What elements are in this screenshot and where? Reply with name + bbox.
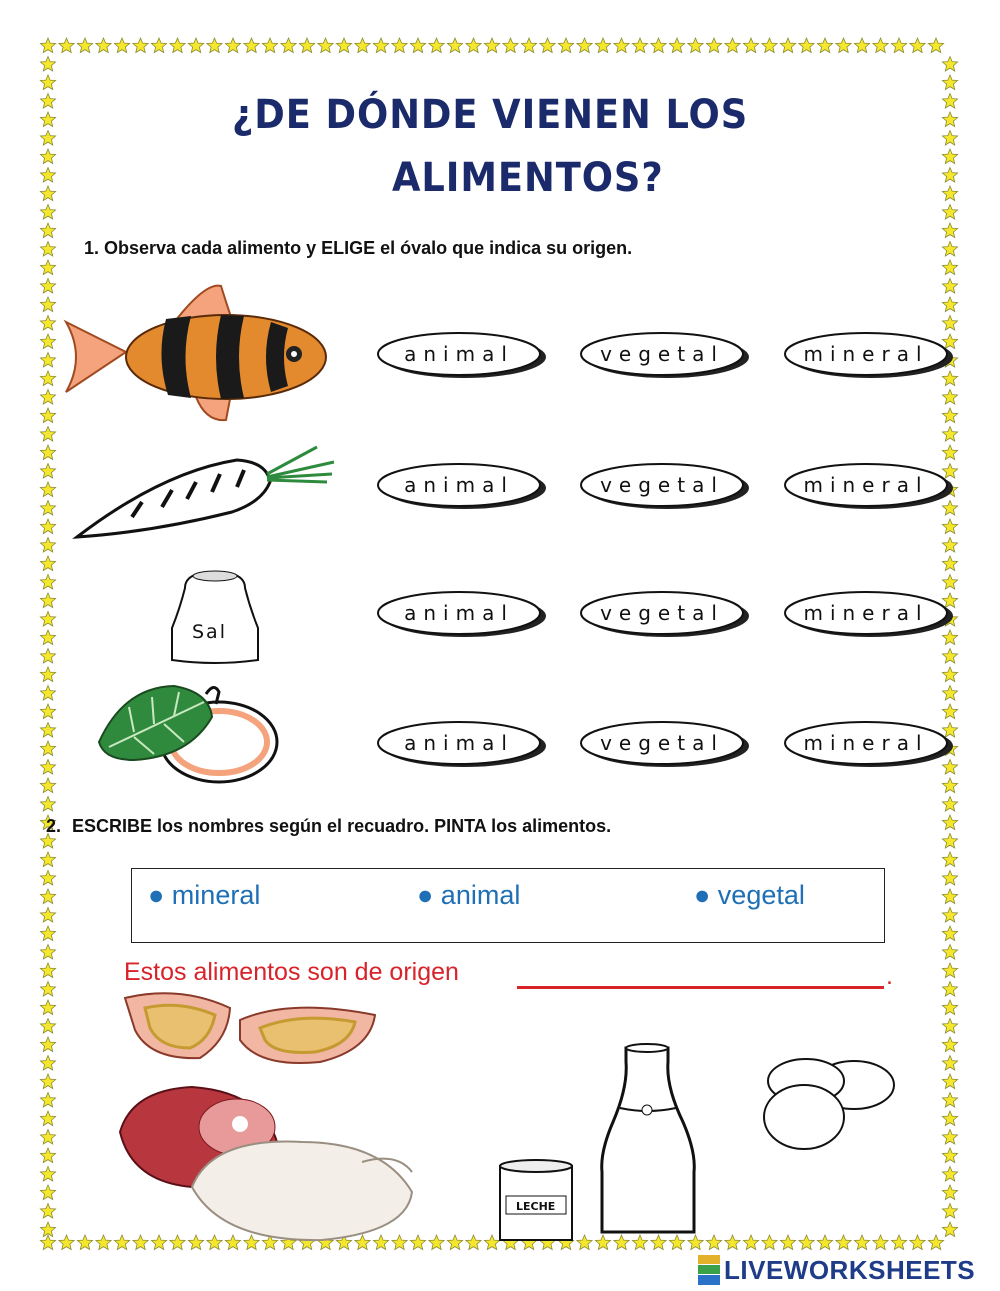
border-star	[854, 1235, 869, 1250]
border-star	[40, 390, 55, 405]
border-star	[373, 38, 388, 53]
border-star	[40, 704, 55, 719]
border-star	[942, 1111, 957, 1126]
border-star	[40, 186, 55, 201]
border-star	[40, 1204, 55, 1219]
word-box-mineral: ● mineral	[148, 880, 261, 910]
border-star	[466, 1235, 481, 1250]
option-label: animal	[404, 601, 514, 625]
border-star	[262, 38, 277, 53]
border-star	[558, 38, 573, 53]
milk-can-image	[496, 1158, 576, 1242]
border-star	[336, 38, 351, 53]
border-star	[503, 38, 518, 53]
border-star	[96, 38, 111, 53]
border-star	[40, 723, 55, 738]
border-star	[40, 168, 55, 183]
milk-can-label: LECHE	[516, 1200, 556, 1213]
border-star	[540, 38, 555, 53]
border-star	[40, 575, 55, 590]
option-label: vegetal	[600, 601, 724, 625]
border-star	[59, 38, 74, 53]
border-star	[762, 38, 777, 53]
border-star	[40, 112, 55, 127]
border-star	[942, 945, 957, 960]
border-star	[942, 1056, 957, 1071]
border-star	[942, 390, 957, 405]
border-star	[40, 260, 55, 275]
border-star	[40, 223, 55, 238]
border-star	[40, 852, 55, 867]
milk-bottle-image	[598, 1042, 698, 1238]
border-star	[40, 75, 55, 90]
origin-answer-blank[interactable]	[517, 986, 884, 989]
border-star	[942, 1019, 957, 1034]
border-star	[151, 38, 166, 53]
border-star	[669, 38, 684, 53]
border-star	[942, 797, 957, 812]
option-label: mineral	[803, 731, 929, 755]
border-star	[942, 778, 957, 793]
border-star	[632, 38, 647, 53]
border-star	[942, 538, 957, 553]
border-star	[521, 38, 536, 53]
border-star	[40, 593, 55, 608]
liveworksheets-text: LIVEWORKSHEETS	[724, 1254, 976, 1285]
border-star	[40, 334, 55, 349]
border-star	[40, 556, 55, 571]
border-star	[942, 260, 957, 275]
border-star	[40, 889, 55, 904]
border-star	[96, 1235, 111, 1250]
border-star	[429, 1235, 444, 1250]
border-star	[942, 889, 957, 904]
border-star	[942, 1185, 957, 1200]
border-star	[942, 427, 957, 442]
border-star	[799, 38, 814, 53]
border-star	[40, 741, 55, 756]
border-star	[40, 297, 55, 312]
steaks-image	[120, 990, 385, 1070]
border-star	[40, 519, 55, 534]
border-star	[40, 1000, 55, 1015]
option-mineral-row-1[interactable]	[783, 331, 955, 381]
border-star	[942, 75, 957, 90]
border-star	[447, 38, 462, 53]
border-star	[942, 575, 957, 590]
border-star	[942, 667, 957, 682]
border-star	[40, 945, 55, 960]
border-star	[466, 38, 481, 53]
origin-sentence: Estos alimentos son de origen	[124, 958, 459, 986]
border-star	[318, 38, 333, 53]
border-star	[942, 519, 957, 534]
border-star	[40, 38, 55, 53]
option-label: animal	[404, 342, 514, 366]
border-star	[40, 1093, 55, 1108]
border-star	[743, 38, 758, 53]
border-star	[942, 186, 957, 201]
ham-and-chicken-image	[112, 1082, 417, 1242]
border-star	[942, 279, 957, 294]
border-star	[891, 1235, 906, 1250]
border-star	[40, 630, 55, 645]
border-star	[942, 704, 957, 719]
border-star	[799, 1235, 814, 1250]
border-star	[40, 908, 55, 923]
question-1-instruction: 1. Observa cada alimento y ELIGE el óvalo que indica su origen.	[84, 238, 633, 258]
border-star	[40, 982, 55, 997]
border-star	[40, 1019, 55, 1034]
border-star	[942, 982, 957, 997]
option-label: mineral	[803, 473, 929, 497]
liveworksheets-badge-icon	[698, 1255, 720, 1285]
border-star	[77, 1235, 92, 1250]
border-star	[40, 667, 55, 682]
border-star	[40, 57, 55, 72]
border-star	[910, 1235, 925, 1250]
border-star	[743, 1235, 758, 1250]
border-star	[942, 1204, 957, 1219]
border-star	[355, 38, 370, 53]
border-star	[942, 408, 957, 423]
border-star	[942, 205, 957, 220]
border-star	[942, 131, 957, 146]
option-animal-row-4[interactable]	[376, 720, 548, 770]
border-star	[706, 38, 721, 53]
border-star	[40, 926, 55, 941]
border-star	[59, 1235, 74, 1250]
border-star	[910, 38, 925, 53]
border-star	[40, 1056, 55, 1071]
border-star	[942, 316, 957, 331]
border-star	[40, 1185, 55, 1200]
border-star	[942, 1148, 957, 1163]
question-2-instruction: ESCRIBE los nombres según el recuadro. PINTA los alimentos.	[72, 816, 612, 836]
border-star	[854, 38, 869, 53]
border-star	[40, 612, 55, 627]
border-star	[447, 1235, 462, 1250]
border-star	[40, 131, 55, 146]
border-star	[170, 38, 185, 53]
option-mineral-row-2[interactable]	[783, 462, 955, 512]
border-star	[836, 1235, 851, 1250]
border-star	[595, 38, 610, 53]
border-star	[40, 149, 55, 164]
border-star	[725, 1235, 740, 1250]
border-star	[942, 1074, 957, 1089]
border-star	[40, 353, 55, 368]
border-star	[40, 686, 55, 701]
border-star	[780, 38, 795, 53]
border-star	[942, 242, 957, 257]
border-star	[40, 445, 55, 460]
border-star	[942, 556, 957, 571]
border-star	[817, 1235, 832, 1250]
border-star	[40, 501, 55, 516]
border-star	[928, 1235, 943, 1250]
border-star	[40, 427, 55, 442]
option-vegetal-row-2[interactable]	[579, 462, 751, 512]
border-star	[577, 38, 592, 53]
border-star	[942, 57, 957, 72]
border-star	[942, 445, 957, 460]
border-star	[77, 38, 92, 53]
border-star	[40, 1111, 55, 1126]
border-star	[780, 1235, 795, 1250]
carrot-image	[72, 442, 337, 544]
border-star	[40, 408, 55, 423]
border-star	[40, 963, 55, 978]
border-star	[299, 38, 314, 53]
border-star	[207, 38, 222, 53]
border-star	[942, 1093, 957, 1108]
border-star	[942, 1167, 957, 1182]
option-animal-row-2[interactable]	[376, 462, 548, 512]
question-2-number: 2.	[46, 816, 62, 836]
border-star	[40, 482, 55, 497]
border-star	[706, 1235, 721, 1250]
word-box-vegetal: ● vegetal	[694, 880, 805, 910]
salt-shaker-image	[160, 568, 270, 666]
option-label: animal	[404, 731, 514, 755]
border-star	[40, 760, 55, 775]
border-star	[410, 38, 425, 53]
sentence-period: .	[886, 962, 893, 990]
border-star	[40, 1037, 55, 1052]
border-star	[40, 1148, 55, 1163]
border-star	[244, 38, 259, 53]
option-vegetal-row-4[interactable]	[579, 720, 751, 770]
border-star	[40, 1235, 55, 1250]
border-star	[484, 38, 499, 53]
border-star	[725, 38, 740, 53]
border-star	[942, 908, 957, 923]
salt-label: Sal	[192, 621, 227, 643]
border-star	[836, 38, 851, 53]
border-star	[40, 797, 55, 812]
option-label: mineral	[803, 601, 929, 625]
border-star	[40, 1074, 55, 1089]
border-star	[891, 38, 906, 53]
border-star	[40, 205, 55, 220]
border-star	[577, 1235, 592, 1250]
border-star	[942, 834, 957, 849]
option-mineral-row-4[interactable]	[783, 720, 955, 770]
border-star	[942, 1000, 957, 1015]
orange-image	[94, 682, 286, 788]
border-star	[114, 38, 129, 53]
border-star	[942, 852, 957, 867]
border-star	[688, 38, 703, 53]
border-star	[762, 1235, 777, 1250]
fish-image	[56, 282, 331, 428]
border-star	[873, 38, 888, 53]
border-star	[40, 464, 55, 479]
border-star	[133, 38, 148, 53]
border-star	[40, 778, 55, 793]
border-star	[942, 149, 957, 164]
option-animal-row-1[interactable]	[376, 331, 548, 381]
border-star	[225, 38, 240, 53]
border-star	[188, 38, 203, 53]
border-star	[942, 297, 957, 312]
border-star	[928, 38, 943, 53]
option-label: vegetal	[600, 342, 724, 366]
title-line-1: ¿DE DÓNDE VIENEN LOS	[232, 92, 749, 138]
eggs-image	[756, 1055, 898, 1153]
option-label: vegetal	[600, 473, 724, 497]
border-star	[942, 815, 957, 830]
border-star	[942, 168, 957, 183]
border-star	[942, 94, 957, 109]
border-star	[873, 1235, 888, 1250]
option-vegetal-row-1[interactable]	[579, 331, 751, 381]
word-box-animal: ● animal	[417, 880, 521, 910]
option-vegetal-row-3[interactable]	[579, 590, 751, 640]
border-star	[614, 38, 629, 53]
border-star	[429, 38, 444, 53]
border-star	[40, 1167, 55, 1182]
border-star	[40, 371, 55, 386]
border-star	[40, 279, 55, 294]
border-star	[651, 38, 666, 53]
option-label: mineral	[803, 342, 929, 366]
border-star	[281, 38, 296, 53]
border-star	[942, 1222, 957, 1237]
border-star	[942, 1130, 957, 1145]
border-star	[942, 223, 957, 238]
border-star	[942, 649, 957, 664]
border-star	[942, 926, 957, 941]
border-star	[40, 871, 55, 886]
border-star	[942, 112, 957, 127]
border-star	[942, 963, 957, 978]
liveworksheets-logo	[698, 1255, 975, 1285]
option-mineral-row-3[interactable]	[783, 590, 955, 640]
border-star	[942, 686, 957, 701]
border-star	[40, 242, 55, 257]
border-star	[942, 1037, 957, 1052]
border-star	[40, 94, 55, 109]
border-star	[817, 38, 832, 53]
option-label: vegetal	[600, 731, 724, 755]
title-line-2: ALIMENTOS?	[392, 155, 664, 201]
border-star	[40, 649, 55, 664]
border-star	[392, 38, 407, 53]
border-star	[40, 316, 55, 331]
border-star	[40, 538, 55, 553]
option-label: animal	[404, 473, 514, 497]
border-star	[40, 1130, 55, 1145]
border-star	[942, 871, 957, 886]
option-animal-row-3[interactable]	[376, 590, 548, 640]
